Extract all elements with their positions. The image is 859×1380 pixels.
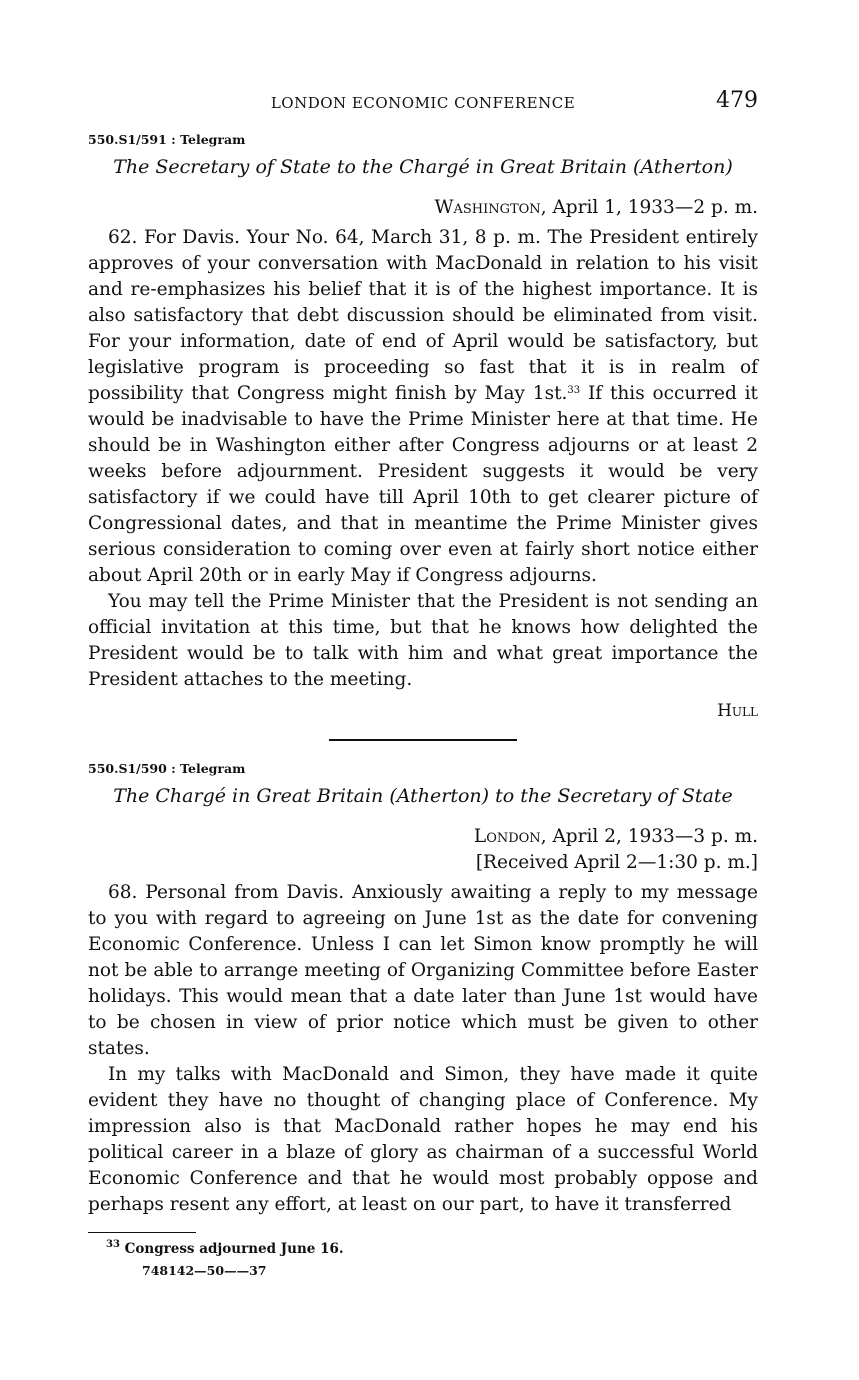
print-code: 748142—50——37	[142, 1263, 267, 1278]
received-note: [Received April 2—1:30 p. m.]	[475, 852, 758, 873]
body-paragraph: You may tell the Prime Minister that the President is not sending an official invitation at this time, but that he knows how delighted the President would be to talk with him and what great importance the President attaches to the meeting.	[88, 591, 758, 690]
footnote-divider	[88, 1232, 196, 1233]
body-paragraph	[88, 225, 758, 589]
footnote-text: Congress adjourned June 16.	[124, 1241, 344, 1257]
section-divider	[329, 739, 517, 741]
document-page	[88, 88, 758, 1278]
running-head: LONDON ECONOMIC CONFERENCE	[270, 94, 576, 112]
body-paragraph: In my talks with MacDonald and Simon, they have made it quite evident they have no thought of changing place of Conference. My impression also is that MacDonald rather hopes he may end his political career in a blaze of glory as chairman of a successful World Economic Conference and that he would most probably oppose and perhaps resent any effort, at least on our part, to have it transferred	[88, 1064, 758, 1215]
paragraph-text: 62. For Davis. Your No. 64, March 31, 8 p. m. The President entirely approves of your conversation with MacDonald in relation to his visit and re-emphasizes his belief that it is of the highest importance. It is also satisfactory that debt discussion should be eliminated from visit. For your information, date of end of April would be satisfactory, but legislative program is proceeding so fast that it is in realm of possibility that Congress might finish by May 1st.	[88, 227, 758, 404]
dateline-2	[88, 824, 758, 876]
document-heading-1: The Secretary of State to the Chargé in Great Britain (Atherton)	[113, 156, 733, 178]
footnote-mark: 33	[106, 1239, 120, 1250]
dateline-text: London, April 2, 1933—3 p. m.	[473, 826, 758, 847]
footnote	[88, 1241, 758, 1257]
page-number: 479	[716, 88, 758, 113]
paragraph-text: If this occurred it would be inadvisable to have the Prime Minister here at that time. He should be in Washington either after Congress adjourns or at least 2 weeks before adjournment. President suggests it would be very satisfactory if we could have till April 10th to get clearer picture of Congressional dates, and that in meantime the Prime Minister gives serious consideration to coming over even at fairly short notice either about April 20th or in early May if Congress adjourns.	[88, 383, 758, 586]
file-reference-2: 550.S1/590 : Telegram	[88, 761, 246, 776]
dateline-1: Washington, April 1, 1933—2 p. m.	[434, 197, 758, 218]
document-heading-2: The Chargé in Great Britain (Atherton) to the Secretary of State	[113, 785, 733, 807]
file-reference-1: 550.S1/591 : Telegram	[88, 132, 246, 147]
body-paragraph: 68. Personal from Davis. Anxiously awaiting a reply to my message to you with regard to agreeing on June 1st as the date for convening Economic Conference. Unless I can let Simon know promptly he will not be able to arrange meeting of Organizing Committee before Easter holidays. This would mean that a date later than June 1st would have to be chosen in view of prior notice which must be given to other states.	[88, 882, 758, 1059]
signature: Hull	[717, 701, 758, 721]
footnote-reference: 33	[567, 385, 581, 396]
page-header	[88, 88, 758, 118]
